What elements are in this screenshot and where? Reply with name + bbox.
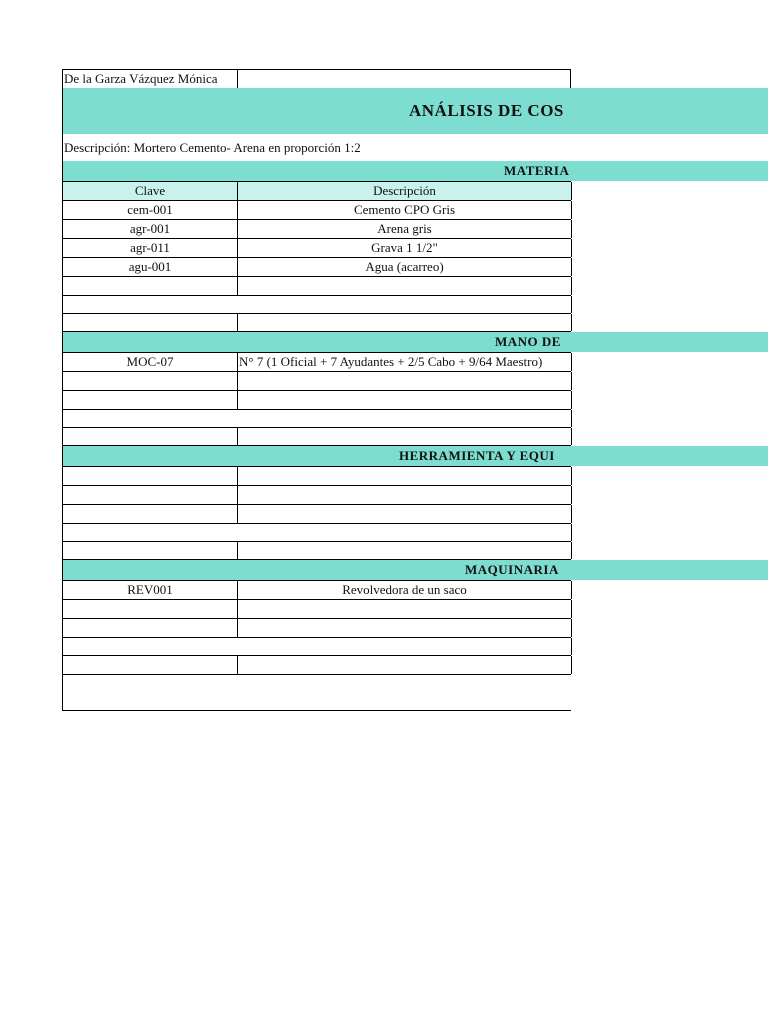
- table-row[interactable]: [62, 580, 571, 599]
- row-clave-empty: [63, 467, 237, 485]
- row-descripcion-empty: [237, 486, 572, 504]
- row-clave-empty: [63, 486, 237, 504]
- row-clave: REV001: [127, 582, 173, 597]
- table-row-empty[interactable]: [62, 541, 571, 560]
- section-title-materiales: MATERIA: [504, 163, 570, 178]
- row-clave-empty: [63, 619, 237, 637]
- author-row: [62, 69, 571, 89]
- row-descripcion: Grava 1 1/2": [237, 239, 572, 257]
- description-row: [62, 134, 571, 161]
- table-row-empty[interactable]: [62, 485, 571, 504]
- subtotal-row: [62, 295, 571, 313]
- column-header-clave: Clave: [134, 183, 166, 198]
- row-clave-empty: [63, 656, 237, 674]
- row-clave-empty: [63, 600, 237, 618]
- table-row-empty[interactable]: [62, 504, 571, 523]
- row-clave-empty: [63, 314, 237, 331]
- row-clave: agr-011: [130, 240, 170, 255]
- row-descripcion: Cemento CPO Gris: [237, 201, 572, 219]
- column-header-descripcion: Descripción: [237, 182, 572, 200]
- section-band-materiales: [62, 161, 768, 181]
- row-descripcion-empty: [237, 467, 572, 485]
- table-row[interactable]: [62, 352, 571, 371]
- row-descripcion-empty: [237, 428, 572, 445]
- description-text: Descripción: Mortero Cemento- Arena en proporción 1:2: [64, 140, 361, 155]
- author-empty-cell[interactable]: [237, 70, 572, 88]
- row-descripcion-empty: [237, 391, 572, 409]
- subtotal-cell: [63, 638, 572, 655]
- table-row[interactable]: [62, 257, 571, 276]
- section-band-mano-obra: [62, 332, 768, 352]
- row-clave-empty: [63, 372, 237, 390]
- section-band-herramienta: [62, 446, 768, 466]
- row-clave: cem-001: [127, 202, 173, 217]
- table-row-empty[interactable]: [62, 655, 571, 674]
- table-row-empty[interactable]: [62, 390, 571, 409]
- row-clave-empty: [63, 542, 237, 559]
- subtotal-row: [62, 637, 571, 655]
- subtotal-cell: [63, 524, 572, 541]
- table-row-empty[interactable]: [62, 313, 571, 332]
- row-clave-empty: [63, 505, 237, 523]
- row-descripcion-empty: [237, 656, 572, 674]
- row-descripcion-empty: [237, 619, 572, 637]
- table-row-empty[interactable]: [62, 599, 571, 618]
- row-descripcion: N° 7 (1 Oficial + 7 Ayudantes + 2/5 Cabo + 9/64 Maestro): [237, 353, 572, 371]
- table-row-empty[interactable]: [62, 618, 571, 637]
- title-band: [62, 88, 768, 134]
- row-clave: agr-001: [129, 221, 171, 236]
- row-clave-empty: [63, 277, 237, 295]
- table-row-empty[interactable]: [62, 466, 571, 485]
- total-cell: [63, 675, 572, 710]
- table-row[interactable]: [62, 238, 571, 257]
- table-row-empty[interactable]: [62, 276, 571, 295]
- column-header-row: [62, 181, 571, 200]
- total-row: [62, 674, 571, 711]
- row-descripcion-empty: [237, 505, 572, 523]
- row-descripcion: Revolvedora de un saco: [237, 581, 572, 599]
- section-band-maquinaria: [62, 560, 768, 580]
- row-clave: MOC-07: [126, 354, 174, 369]
- row-descripcion-empty: [237, 314, 572, 331]
- row-descripcion-empty: [237, 600, 572, 618]
- row-descripcion: Arena gris: [237, 220, 572, 238]
- table-row-empty[interactable]: [62, 427, 571, 446]
- table-row[interactable]: [62, 200, 571, 219]
- subtotal-cell: [63, 296, 572, 313]
- row-clave-empty: [63, 391, 237, 409]
- row-descripcion-empty: [237, 542, 572, 559]
- table-row[interactable]: [62, 219, 571, 238]
- page-title: ANÁLISIS DE COS: [409, 101, 564, 120]
- section-title-maquinaria: MAQUINARIA: [465, 562, 559, 577]
- row-descripcion-empty: [237, 372, 572, 390]
- subtotal-row: [62, 409, 571, 427]
- row-descripcion: Agua (acarreo): [237, 258, 572, 276]
- row-descripcion-empty: [237, 277, 572, 295]
- subtotal-row: [62, 523, 571, 541]
- section-title-herramienta: HERRAMIENTA Y EQUI: [399, 448, 555, 463]
- row-clave: agu-001: [128, 259, 172, 274]
- author-name: De la Garza Vázquez Mónica: [64, 71, 218, 86]
- row-clave-empty: [63, 428, 237, 445]
- subtotal-cell: [63, 410, 572, 427]
- table-row-empty[interactable]: [62, 371, 571, 390]
- section-title-mano-obra: MANO DE: [495, 334, 561, 349]
